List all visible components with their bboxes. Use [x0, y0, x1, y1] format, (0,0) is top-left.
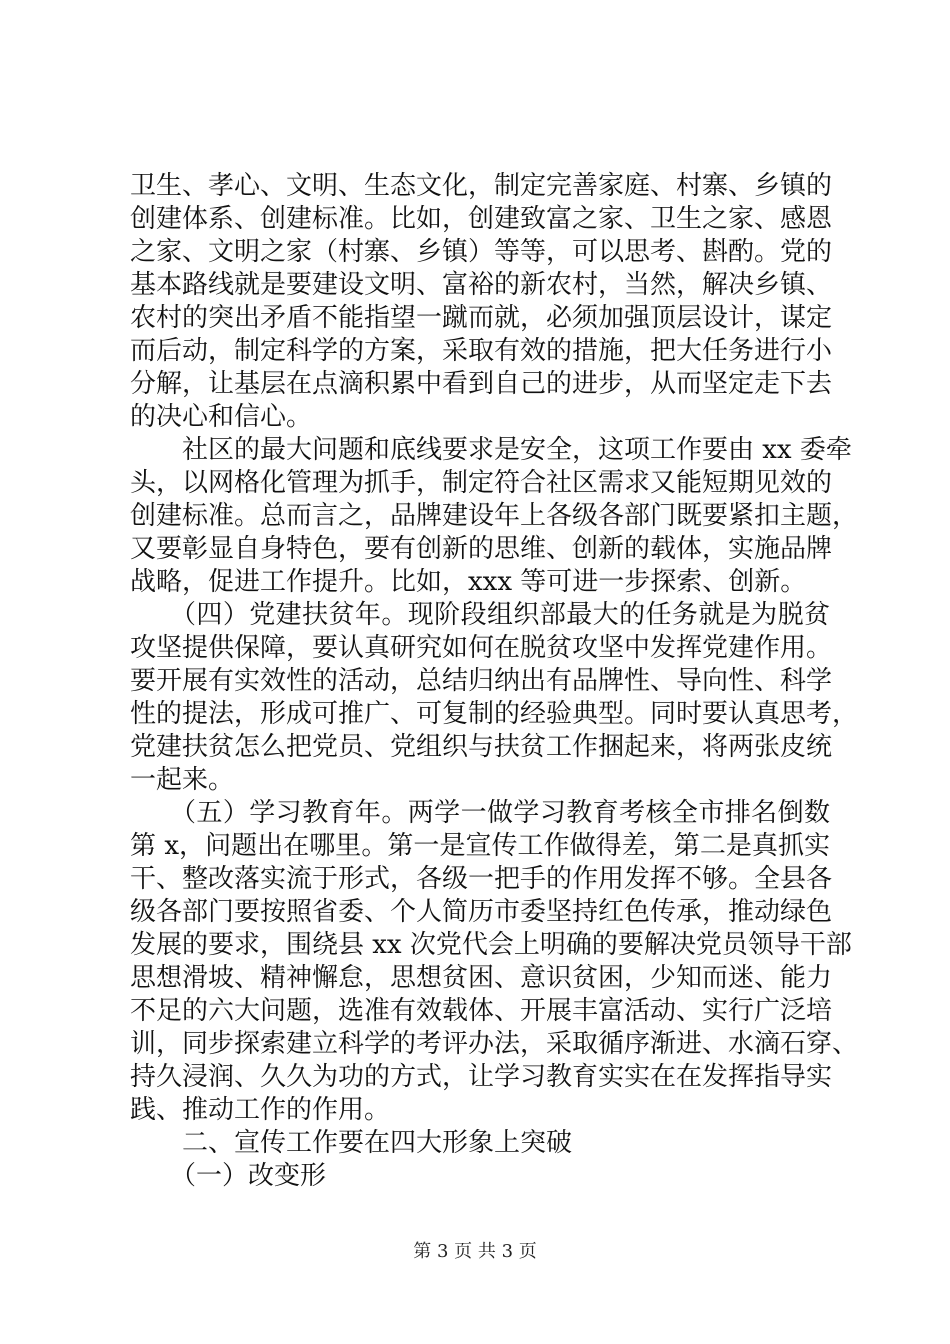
text-line: 分解，让基层在点滴积累中看到自己的进步，从而坚定走下去	[130, 369, 833, 399]
text-line: 训，同步探索建立科学的考评办法，采取循序渐进、水滴石穿、	[130, 1029, 859, 1059]
section-heading-five: （五）学习教育年。两学一做学习教育考核全市排名倒数	[170, 798, 830, 828]
text-line: 党建扶贫怎么把党员、党组织与扶贫工作捆起来，将两张皮统	[130, 732, 833, 762]
subsection-heading-one: （一）改变形	[170, 1161, 327, 1191]
text-line: 之家、文明之家（村寨、乡镇）等等，可以思考、斟酌。党的	[130, 237, 833, 267]
text-line: 又要彰显自身特色，要有创新的思维、创新的载体，实施品牌	[130, 534, 833, 564]
section-heading-four: （四）党建扶贫年。现阶段组织部最大的任务就是为脱贫	[170, 600, 830, 630]
text-line: 干、整改落实流于形式，各级一把手的作用发挥不够。全县各	[130, 864, 833, 894]
text-line: 级各部门要按照省委、个人简历市委坚持红色传承，推动绿色	[130, 897, 833, 927]
text-line: 卫生、孝心、文明、生态文化，制定完善家庭、村寨、乡镇的	[130, 171, 833, 201]
text-line: 创建标准。总而言之，品牌建设年上各级各部门既要紧扣主题，	[130, 501, 859, 531]
text-line: 创建体系、创建标准。比如，创建致富之家、卫生之家、感恩	[130, 204, 833, 234]
text-line: 而后动，制定科学的方案，采取有效的措施，把大任务进行小	[130, 336, 833, 366]
text-line: 攻坚提供保障，要认真研究如何在脱贫攻坚中发挥党建作用。	[130, 633, 833, 663]
text-line: 不足的六大问题，选准有效载体、开展丰富活动、实行广泛培	[130, 996, 833, 1026]
text-line: 践、推动工作的作用。	[130, 1095, 391, 1125]
text-line: 性的提法，形成可推广、可复制的经验典型。同时要认真思考，	[130, 699, 859, 729]
text-line: 第 x，问题出在哪里。第一是宣传工作做得差，第二是真抓实	[130, 831, 830, 861]
text-line: 基本路线就是要建设文明、富裕的新农村，当然，解决乡镇、	[130, 270, 833, 300]
text-line: 农村的突出矛盾不能指望一蹴而就，必须加强顶层设计，谋定	[130, 303, 833, 333]
section-heading-two: 二、宣传工作要在四大形象上突破	[182, 1128, 573, 1158]
paragraph-first-line: 社区的最大问题和底线要求是安全，这项工作要由 xx 委牵	[182, 435, 852, 465]
text-line: 发展的要求，围绕县 xx 次党代会上明确的要解决党员领导干部	[130, 930, 852, 960]
text-line: 头，以网格化管理为抓手，制定符合社区需求又能短期见效的	[130, 468, 833, 498]
text-line: 持久浸润、久久为功的方式，让学习教育实实在在发挥指导实	[130, 1062, 833, 1092]
text-line: 一起来。	[130, 765, 235, 795]
document-body	[130, 170, 859, 1193]
page-footer: 第 3 页 共 3 页	[413, 1241, 537, 1262]
text-line: 要开展有实效性的活动，总结归纳出有品牌性、导向性、科学	[130, 666, 833, 696]
text-line: 的决心和信心。	[130, 402, 313, 432]
text-line: 思想滑坡、精神懈怠，思想贫困、意识贫困，少知而迷、能力	[130, 963, 833, 993]
text-line: 战略，促进工作提升。比如，xxx 等可进一步探索、创新。	[130, 567, 807, 597]
